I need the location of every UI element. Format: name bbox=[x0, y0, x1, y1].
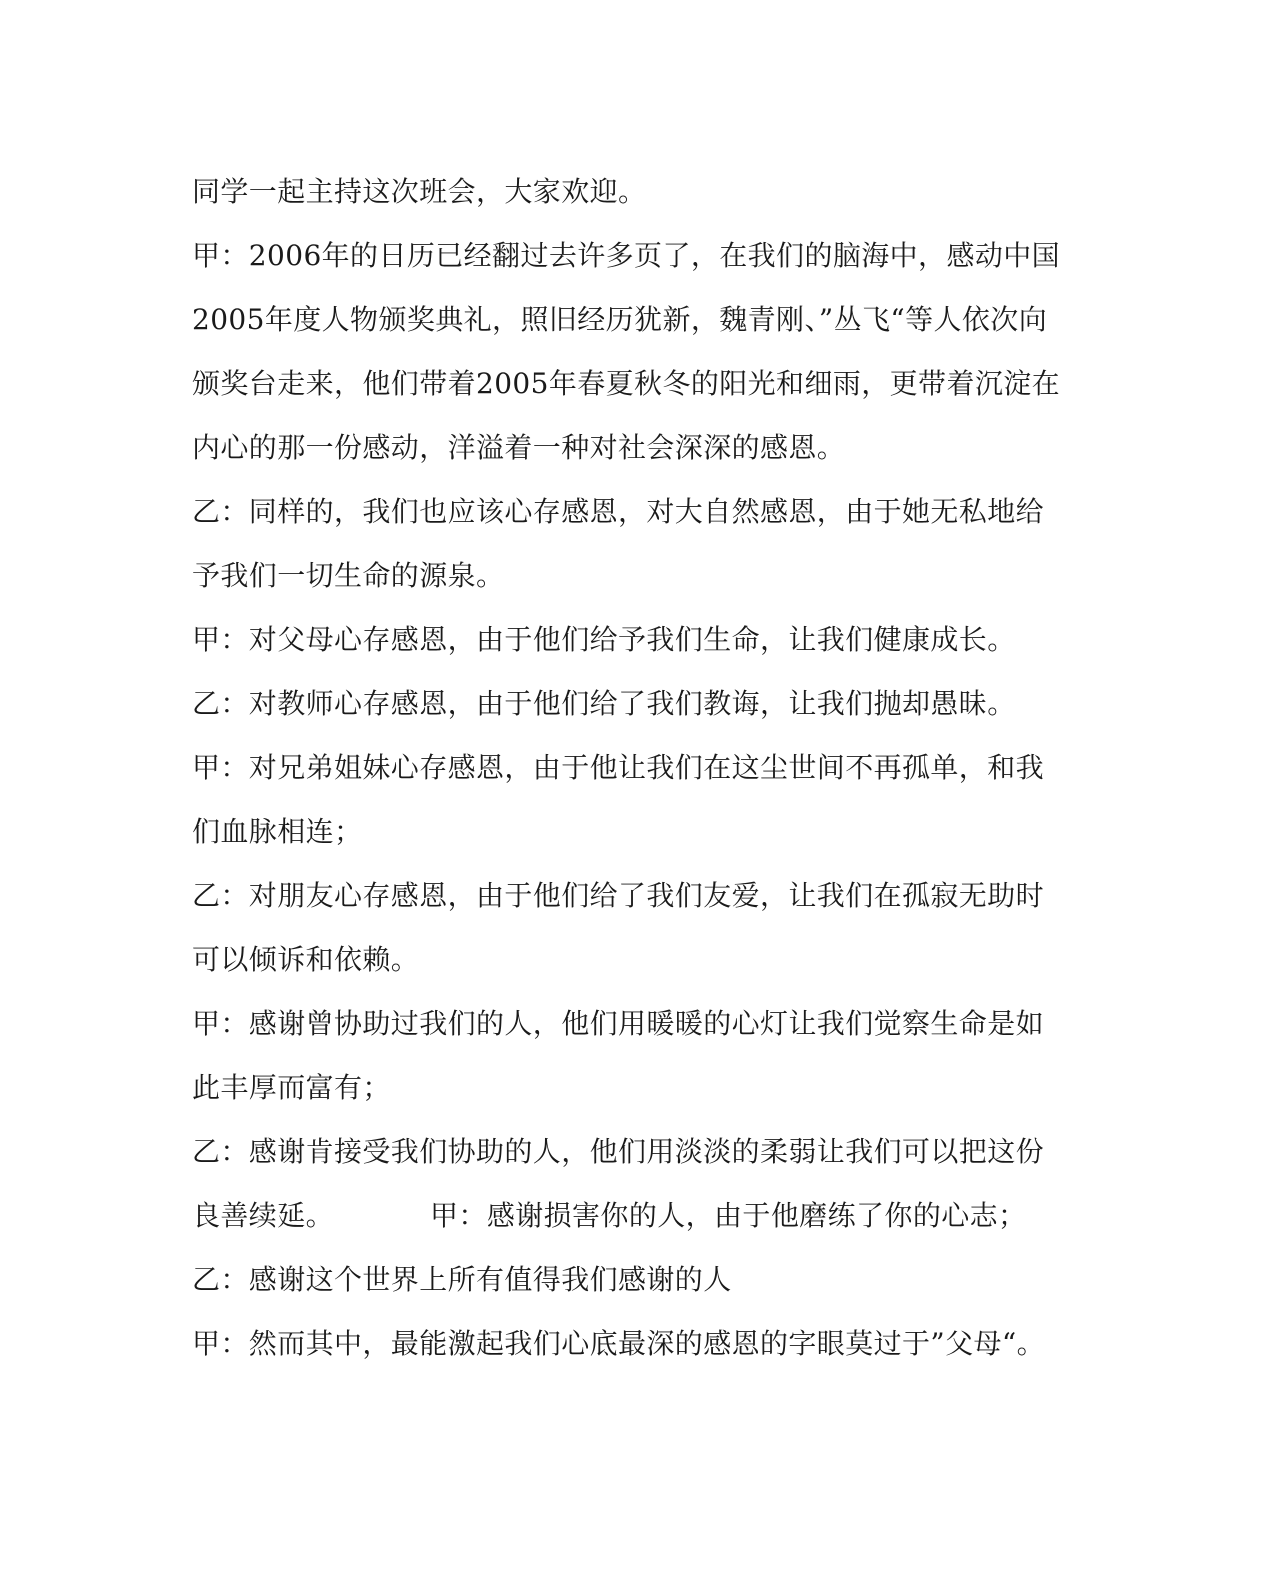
text-line: 甲：感谢曾协助过我们的人，他们用暖暖的心灯让我们觉察生命是如 bbox=[192, 1007, 1045, 1040]
split-line-left: 良善续延。 bbox=[192, 1199, 335, 1232]
text-line: 甲：对父母心存感恩，由于他们给予我们生命，让我们健康成长。 bbox=[192, 623, 1016, 656]
body-text bbox=[192, 160, 1062, 1376]
text-line: 颁奖台走来，他们带着2005年春夏秋冬的阳光和细雨，更带着沉淀在 bbox=[192, 367, 1061, 400]
text-line: 可以倾诉和依赖。 bbox=[192, 943, 420, 976]
text-line: 内心的那一份感动，洋溢着一种对社会深深的感恩。 bbox=[192, 431, 846, 464]
text-line: 甲：对兄弟姐妹心存感恩，由于他让我们在这尘世间不再孤单，和我 bbox=[192, 751, 1045, 784]
text-line: 甲：然而其中，最能激起我们心底最深的感恩的字眼莫过于”父母“。 bbox=[192, 1327, 1046, 1360]
text-line: 们血脉相连； bbox=[192, 815, 363, 848]
text-line: 乙：感谢这个世界上所有值得我们感谢的人 bbox=[192, 1263, 732, 1296]
text-line: 此丰厚而富有； bbox=[192, 1071, 391, 1104]
text-line: 予我们一切生命的源泉。 bbox=[192, 559, 505, 592]
text-line: 乙：同样的，我们也应该心存感恩，对大自然感恩，由于她无私地给 bbox=[192, 495, 1045, 528]
text-line: 甲：2006年的日历已经翻过去许多页了，在我们的脑海中，感动中国 bbox=[192, 239, 1061, 272]
split-line-right: 甲：感谢损害你的人，由于他磨练了你的心志； bbox=[430, 1199, 1027, 1232]
text-line: 乙：对朋友心存感恩，由于他们给了我们友爱，让我们在孤寂无助时 bbox=[192, 879, 1045, 912]
text-line: 乙：感谢肯接受我们协助的人，他们用淡淡的柔弱让我们可以把这份 bbox=[192, 1135, 1045, 1168]
split-text-line bbox=[192, 1184, 1062, 1248]
text-line: 乙：对教师心存感恩，由于他们给了我们教诲，让我们抛却愚昧。 bbox=[192, 687, 1016, 720]
text-line: 同学一起主持这次班会，大家欢迎。 bbox=[192, 175, 647, 208]
text-line: 2005年度人物颁奖典礼，照旧经历犹新，魏青刚、”丛飞“等人依次向 bbox=[192, 303, 1048, 336]
